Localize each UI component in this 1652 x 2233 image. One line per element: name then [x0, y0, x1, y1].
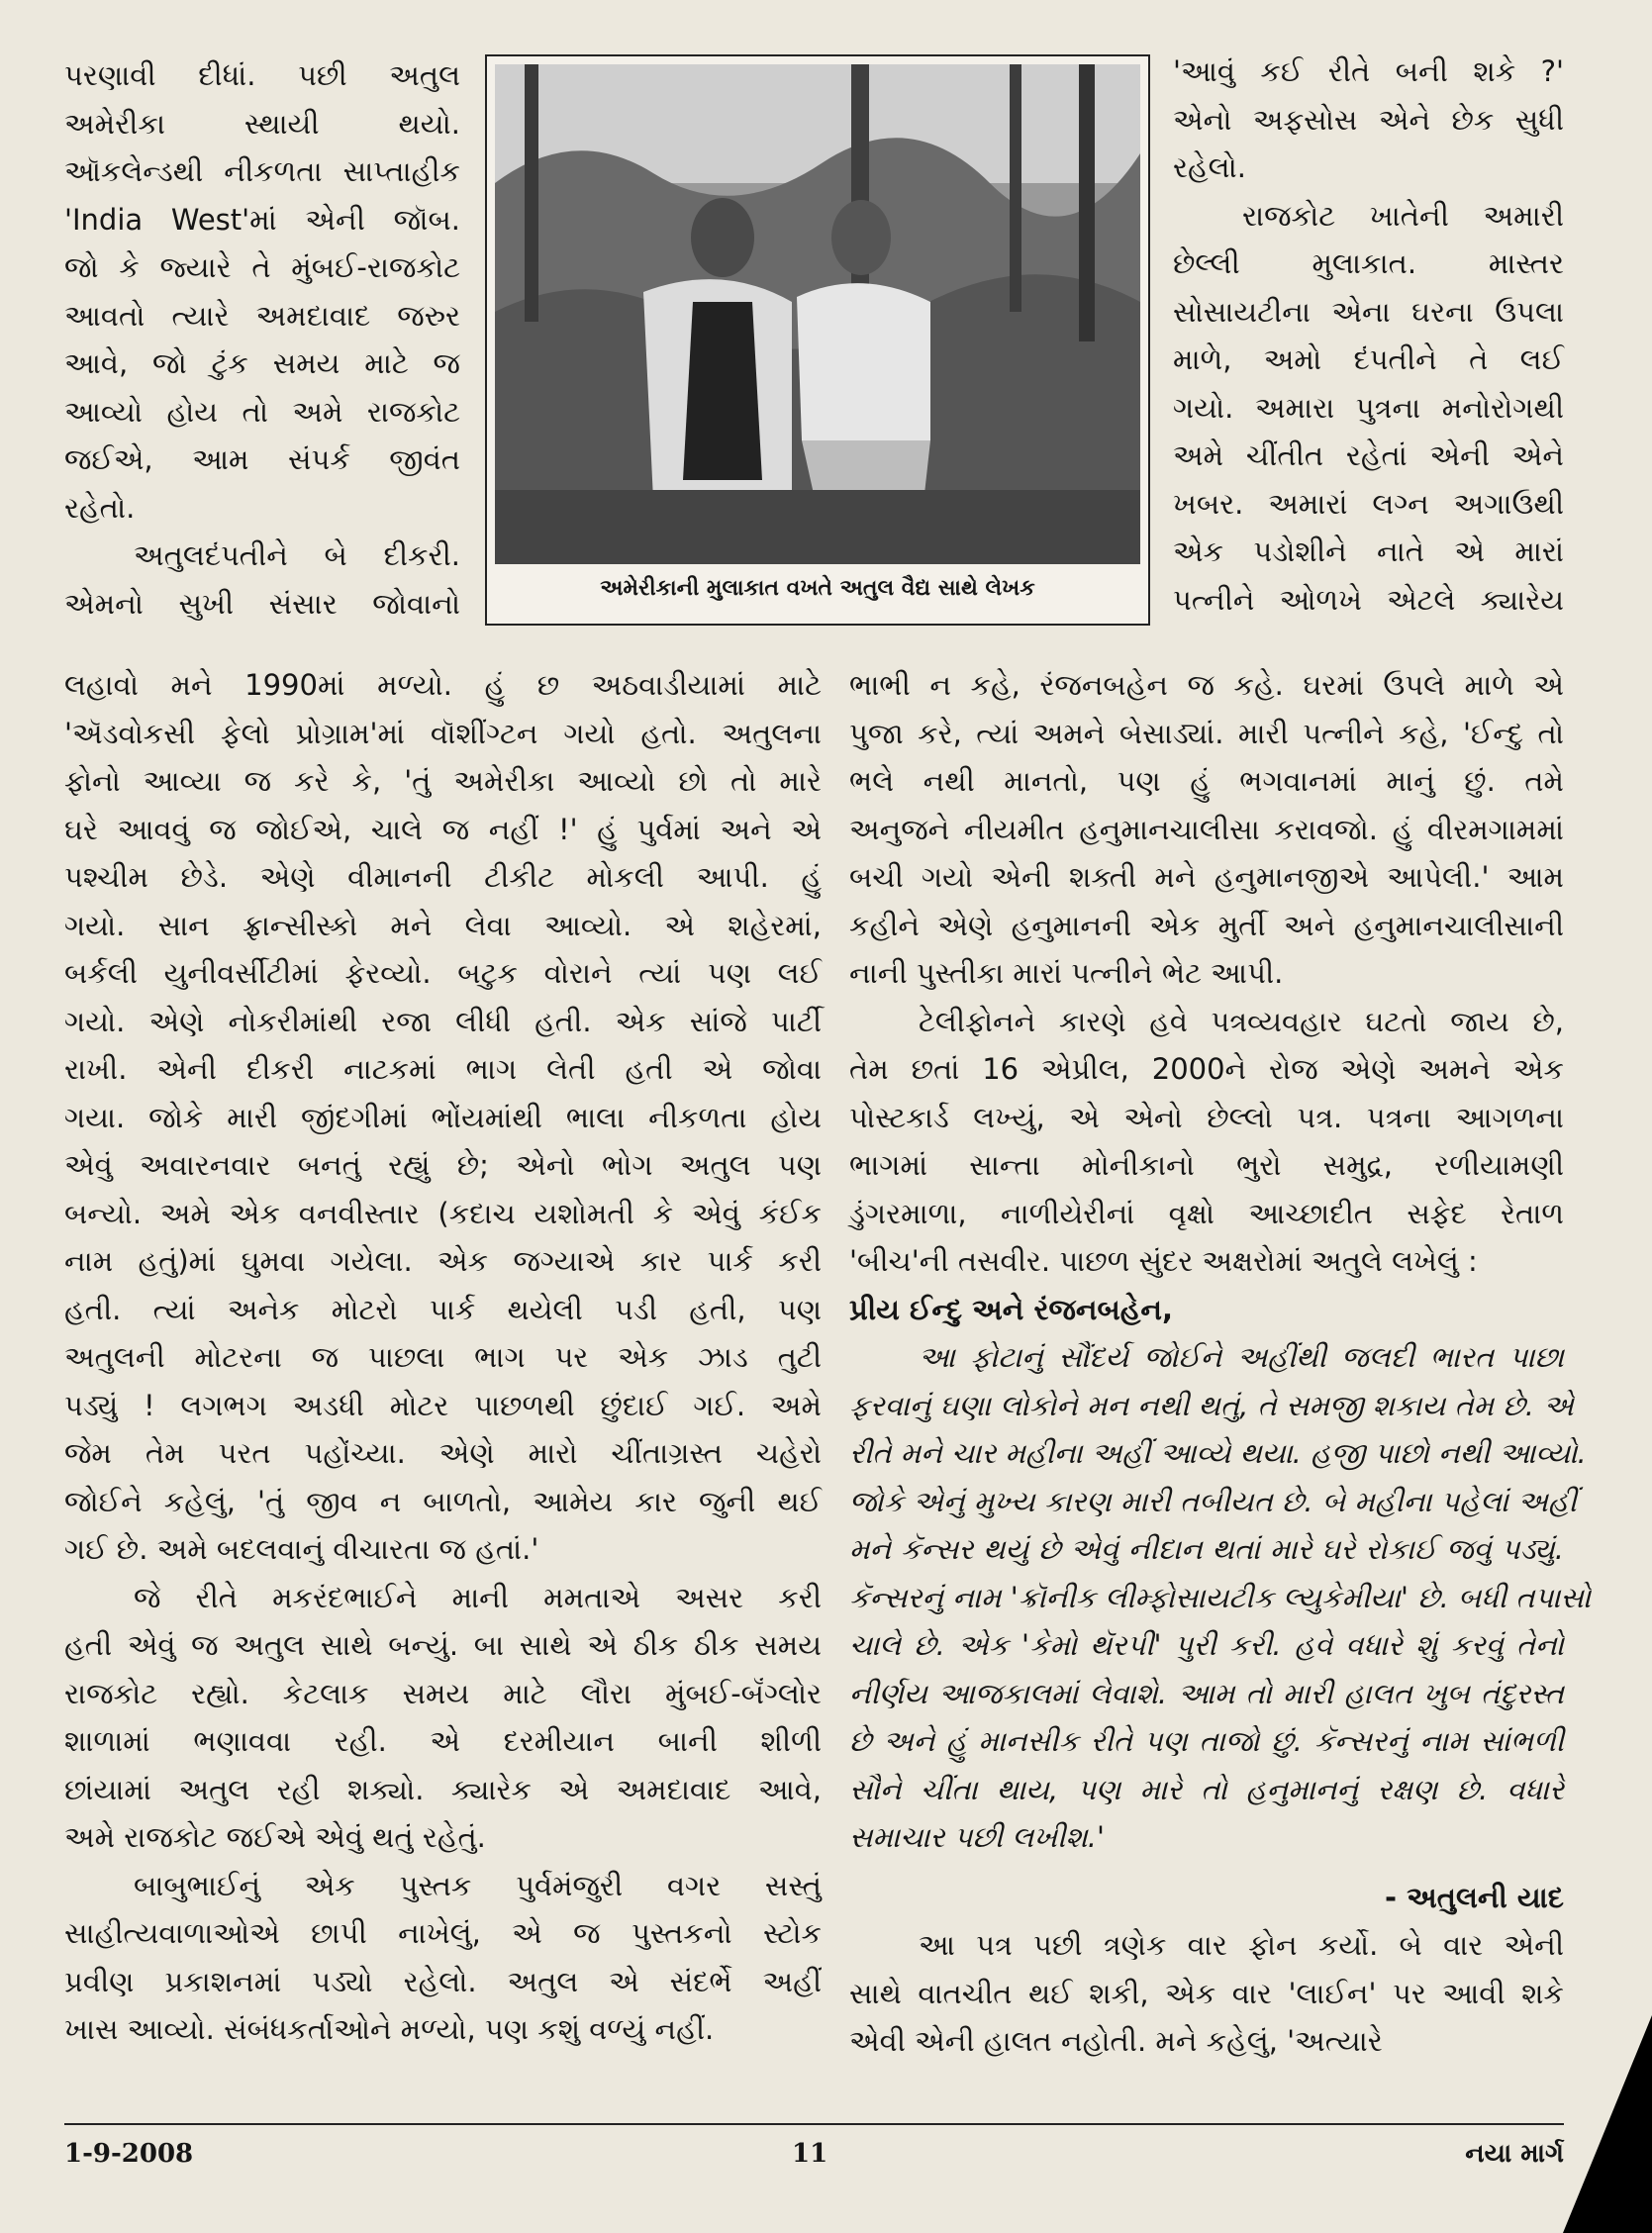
text-line: જઈએ, આમ સંપર્ક જીવંત [64, 442, 460, 476]
text-line: ગયો. સાન ફ્રાન્સીસ્કો મને લેવા આવ્યો. એ શહેરમાં, [64, 908, 822, 942]
text-line: ગયા. જોકે મારી જીંદગીમાં ભોંયમાંથી ભાલા નીકળતા હોય [64, 1100, 822, 1134]
text-line: નાની પુસ્તીકા મારાં પત્નીને ભેટ આપી. [849, 956, 1284, 990]
text-line: પુજા કરે, ત્યાં અમને બેસાડ્યાં. મારી પત્નીને કહે, 'ઈન્દુ તો [849, 716, 1564, 750]
column-right-bottom [849, 661, 1592, 2066]
text-line: ગયો. અમારા પુત્રના મનોરોગથી [1173, 390, 1564, 425]
text-line: પ્રવીણ પ્રકાશનમાં પડ્યો રહેલો. અતુલ એ સંદર્ભે અહીં [64, 1964, 822, 1998]
text-line: પોસ્ટકાર્ડ લખ્યું, એ એનો છેલ્લો પત્ર. પત્રના આગળના [849, 1100, 1564, 1134]
text-line: આ પત્ર પછી ત્રણેક વાર ફોન કર્યો. બે વાર એની [919, 1928, 1564, 1962]
text-line: એવું અવારનવાર બનતું રહ્યું છે; એનો ભોગ અતુલ પણ [64, 1148, 822, 1182]
text-line: રહેલો. [1173, 150, 1247, 184]
page-footer [64, 2123, 1564, 2175]
text-line: 'India West'માં એની જૉબ. [64, 202, 460, 237]
text-line: કહીને એણે હનુમાનની એક મુર્તી અને હનુમાનચાલીસાની [849, 908, 1564, 942]
text-line: સૌને ચીંતા થાય, પણ મારે તો હનુમાનનું રક્ષણ છે. વધારે [849, 1772, 1564, 1806]
text-line: હતી. ત્યાં અનેક મોટરો પાર્ક થયેલી પડી હતી, પણ [64, 1292, 822, 1326]
text-line: ટેલીફોનને કારણે હવે પત્રવ્યવહાર ઘટતો જાય છે, [919, 1004, 1564, 1038]
text-line: સાહીત્યવાળાઓએ છાપી નાખેલું, એ જ પુસ્તકનો સ્ટોક [64, 1916, 822, 1950]
text-line: પ્રીય ઈન્દુ અને રંજનબહેન, [849, 1292, 1174, 1326]
text-line: છે અને હું માનસીક રીતે પણ તાજો છું. કૅન્સરનું નામ સાંભળી [849, 1724, 1564, 1758]
text-line: ખબર. અમારાં લગ્ન અગાઉથી [1173, 486, 1564, 521]
text-line: નીર્ણય આજકાલમાં લેવાશે. આમ તો મારી હાલત ખુબ તંદુરસ્ત [849, 1676, 1564, 1710]
text-line: બન્યો. અમે એક વનવીસ્તાર (કદાચ યશોમતી કે એવું કંઈક [64, 1196, 822, 1230]
text-line: હતી એવું જ અતુલ સાથે બન્યું. બા સાથે એ ઠીક ઠીક સમય [64, 1628, 822, 1662]
text-line: નામ હતું)માં ઘુમવા ગયેલા. એક જગ્યાએ કાર પાર્ક કરી [64, 1244, 822, 1278]
text-line: એમનો સુખી સંસાર જોવાનો [64, 586, 460, 621]
text-line: બાબુભાઈનું એક પુસ્તક પુર્વમંજુરી વગર સસ્તું [134, 1868, 822, 1902]
text-line: છાંયામાં અતુલ રહી શક્યો. ક્યારેક એ અમદાવાદ આવે, [64, 1772, 822, 1806]
text-line: રાજકોટ ખાતેની અમારી [1242, 198, 1564, 233]
text-line: સાથે વાતચીત થઈ શકી, એક વાર 'લાઈન' પર આવી શકે [849, 1976, 1564, 2010]
text-line: એવી એની હાલત નહોતી. મને કહેલું, 'અત્યારે [849, 2024, 1383, 2058]
text-line: આવે, જો ટુંક સમય માટે જ [64, 346, 460, 380]
text-line: જો કે જ્યારે તે મુંબઈ-રાજકોટ [64, 250, 460, 284]
text-line: ડુંગરમાળા, નાળીયેરીનાં વૃક્ષો આચ્છાદીત સફેદ રેતાળ [849, 1196, 1564, 1230]
text-line: ઑકલેન્ડથી નીકળતા સાપ્તાહીક [64, 154, 460, 188]
text-line: ફોનો આવ્યા જ કરે કે, 'તું અમેરીકા આવ્યો છો તો મારે [64, 764, 822, 798]
column-left-bottom [64, 661, 822, 2054]
magazine-name: નયા માર્ગ [1465, 2139, 1564, 2169]
text-line: જે રીતે મકરંદભાઈને માની મમતાએ અસર કરી [134, 1580, 822, 1614]
text-line: મને કૅન્સર થયું છે એવું નીદાન થતાં મારે ઘરે રોકાઈ જવું પડ્યું. [849, 1532, 1564, 1566]
text-line: - અતુલની યાદ [1385, 1880, 1564, 1914]
photo-caption: અમેરીકાની મુલાકાત વખતે અતુલ વૈદ્ય સાથે લેખક [600, 576, 1035, 601]
photo-figure [485, 54, 1150, 626]
text-line: 'બીચ'ની તસવીર. પાછળ સુંદર અક્ષરોમાં અતુલે લખેલું : [849, 1244, 1478, 1278]
column-left-top [64, 51, 460, 628]
text-line: રાખી. એની દીકરી નાટકમાં ભાગ લેતી હતી એ જોવા [64, 1052, 822, 1086]
page-number: 11 [792, 2139, 828, 2169]
text-line: ગયો. એણે નોકરીમાંથી રજા લીધી હતી. એક સાંજે પાર્ટી [64, 1004, 822, 1038]
text-line: ચાલે છે. એક 'કેમો થૅરપી' પુરી કરી. હવે વધારે શું કરવું તેનો [849, 1628, 1564, 1662]
text-line: શાળામાં ભણાવવા રહી. એ દરમીયાન બાની શીળી [64, 1724, 822, 1758]
text-line: ફરવાનું ઘણા લોકોને મન નથી થતું, તે સમજી શકાય તેમ છે. એ [849, 1388, 1574, 1422]
text-line: ભલે નથી માનતો, પણ હું ભગવાનમાં માનું છું. તમે [849, 764, 1564, 798]
text-line: 'આવું કઈ રીતે બની શકે ?' [1173, 54, 1564, 88]
text-line: 'ઍડવોકસી ફેલો પ્રોગ્રામ'માં વૉશીંગ્ટન ગયો હતો. અતુલના [64, 716, 822, 750]
text-line: એક પડોશીને નાતે એ મારાં [1173, 534, 1564, 568]
text-line: ખાસ આવ્યો. સંબંધકર્તાઓને મળ્યો, પણ કશું વળ્યું નહીં. [64, 2012, 715, 2046]
text-line: બર્કલી યુનીવર્સીટીમાં ફેરવ્યો. બટુક વોરાને ત્યાં પણ લઈ [64, 956, 822, 990]
text-line: જેમ તેમ પરત પહોંચ્યા. એણે મારો ચીંતાગ્રસ્ત ચહેરો [64, 1436, 822, 1470]
text-line: આવતો ત્યારે અમદાવાદ જરુર [64, 298, 460, 333]
text-line: અનુજને નીયમીત હનુમાનચાલીસા કરાવજો. હું વીરમગામમાં [849, 812, 1564, 846]
text-line: ગઈ છે. અમે બદલવાનું વીચારતા જ હતાં.' [64, 1532, 539, 1566]
text-line: રાજકોટ રહ્યો. કેટલાક સમય માટે લૌરા મુંબઈ-બૅંગ્લોર [64, 1676, 822, 1710]
text-line: ભાગમાં સાન્તા મોનીકાનો ભુરો સમુદ્ર, રળીયામણી [849, 1148, 1564, 1182]
text-line: તેમ છતાં 16 એપ્રીલ, 2000ને રોજ એણે અમને એક [849, 1052, 1564, 1086]
text-line: સમાચાર પછી લખીશ.' [849, 1820, 1105, 1854]
column-right-top [1173, 48, 1564, 624]
text-line: સોસાયટીના એના ઘરના ઉપલા [1173, 294, 1564, 329]
page-corner-shadow [1563, 2015, 1652, 2233]
text-line: અતુલની મોટરના જ પાછલા ભાગ પર એક ઝાડ તુટી [64, 1340, 822, 1374]
text-line: આવ્યો હોય તો અમે રાજકોટ [64, 394, 460, 429]
text-line: જોઈને કહેલું, 'તું જીવ ન બાળતો, આમેય કાર જુની થઈ [64, 1484, 822, 1518]
text-line: બચી ગયો એની શક્તી મને હનુમાનજીએ આપેલી.' આમ [849, 860, 1564, 894]
text-line: કૅન્સરનું નામ 'ક્રૉનીક લીમ્ફોસાયટીક લ્યુકેમીયા' છે. બધી તપાસો [849, 1580, 1592, 1614]
footer-date: 1-9-2008 [64, 2139, 194, 2169]
text-line: પશ્ચીમ છેડે. એણે વીમાનની ટીકીટ મોકલી આપી. હું [64, 860, 822, 894]
text-line: માળે, અમો દંપતીને તે લઈ [1173, 342, 1564, 376]
text-line: પડ્યું ! લગભગ અડધી મોટર પાછળથી છુંદાઈ ગઈ. અમે [64, 1388, 822, 1422]
text-line: અતુલદંપતીને બે દીકરી. [134, 538, 460, 572]
text-line: એનો અફસોસ એને છેક સુધી [1173, 102, 1564, 137]
photo-image [495, 64, 1140, 564]
text-line: રહેતો. [64, 490, 136, 525]
text-line: પરણાવી દીધાં. પછી અતુલ [64, 58, 460, 92]
text-line: રીતે મને ચાર મહીના અહીં આવ્યે થયા. હજી પાછો નથી આવ્યો. [849, 1436, 1587, 1470]
text-line: અમે ચીંતીત રહેતાં એની એને [1173, 438, 1564, 472]
text-line: અમેરીકા સ્થાયી થયો. [64, 106, 460, 141]
text-line: છેલ્લી મુલાકાત. માસ્તર [1173, 246, 1564, 280]
text-line: લહાવો મને 1990માં મળ્યો. હું છ અઠવાડીયામાં માટે [64, 668, 822, 702]
text-line: પત્નીને ઓળખે એટલે ક્યારેય [1173, 582, 1564, 617]
text-line: અમે રાજકોટ જઈએ એવું થતું રહેતું. [64, 1820, 486, 1854]
text-line: જોકે એનું મુખ્ય કારણ મારી તબીયત છે. બે મહીના પહેલાં અહીં [849, 1484, 1577, 1518]
text-line: આ ફોટાનું સૌંદર્ય જોઈને અહીંથી જલદી ભારત પાછા [919, 1340, 1564, 1374]
text-line: ભાભી ન કહે, રંજનબહેન જ કહે. ઘરમાં ઉપલે માળે એ [849, 668, 1564, 702]
text-line: ઘરે આવવું જ જોઈએ, ચાલે જ નહીં !' હું પુર્વમાં અને એ [64, 812, 822, 846]
